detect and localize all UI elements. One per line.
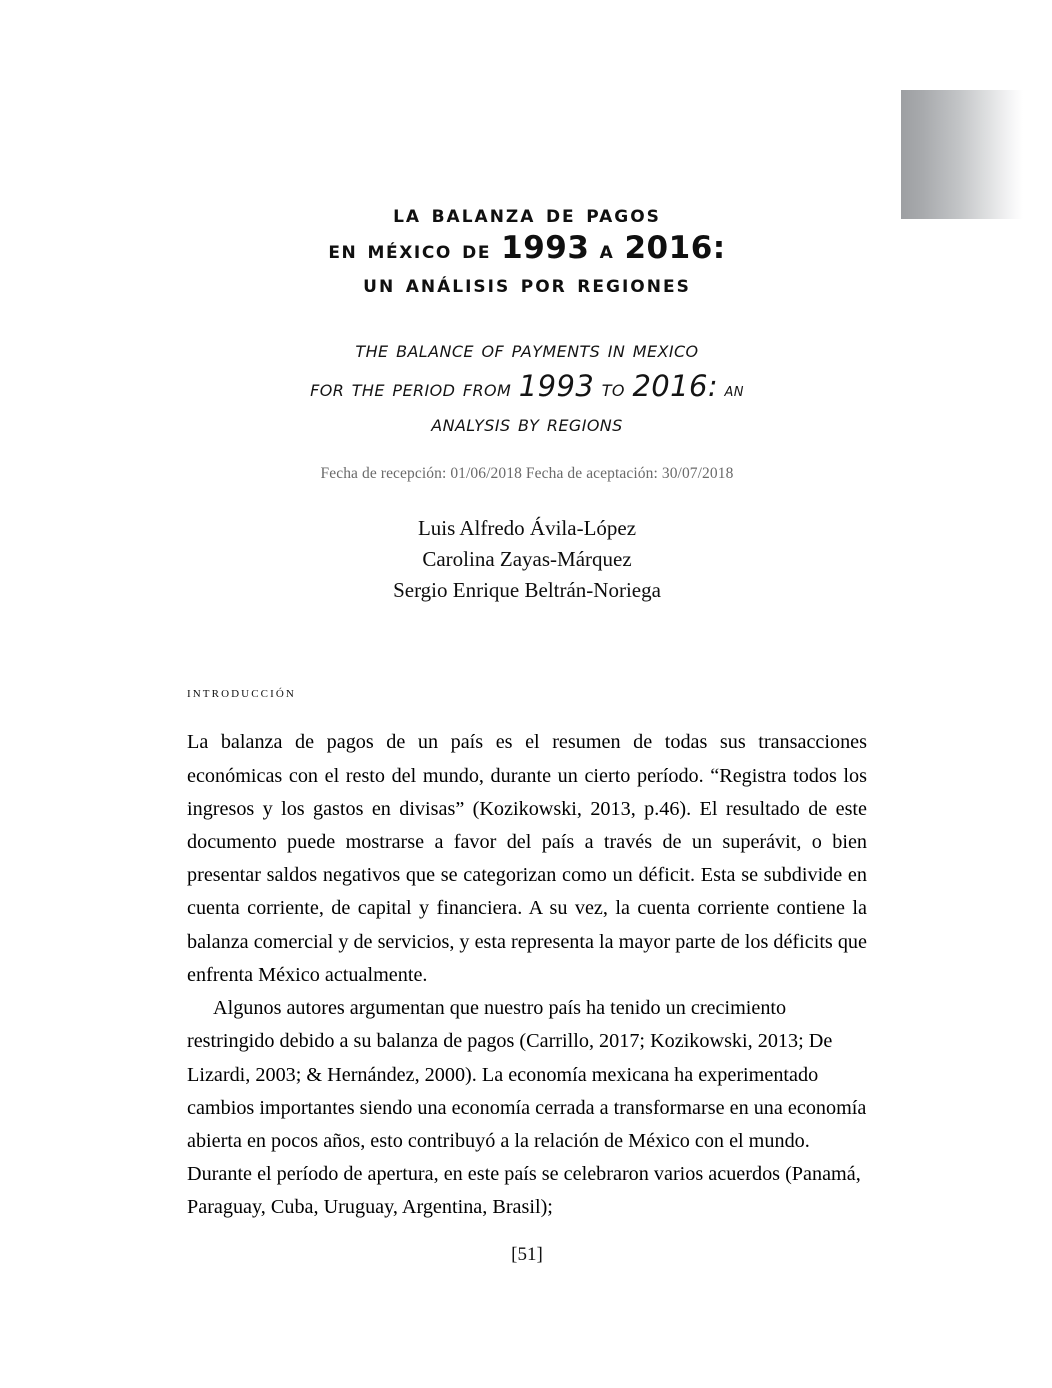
author-list bbox=[187, 513, 867, 606]
title-line-2-prefix: en méxico de bbox=[328, 235, 502, 265]
title-line-2 bbox=[187, 229, 867, 268]
subtitle-line-1: the balance of payments in mexico bbox=[355, 336, 699, 363]
author-name: Sergio Enrique Beltrán-Noriega bbox=[393, 578, 661, 603]
section-heading-introduccion: introducción bbox=[187, 684, 296, 702]
title-line-2-middle: a bbox=[589, 235, 625, 265]
subtitle-line-2-prefix: for the period from bbox=[310, 375, 519, 402]
title-year-end: 2016: bbox=[624, 230, 726, 267]
paragraph: Algunos autores argumentan que nuestro país ha tenido un crecimiento restringido debido a su balanza de pagos (Carrillo, 2017; Kozikowski, 2013; De Lizardi, 2003; & Hernández, 2000). La economía mexicana ha experimentado cambios importantes siendo una economía cerrada a transformarse en una economía abierta en pocos años, esto contribuyó a la relación de México con el mundo. Durante el período de apertura, en este país se celebraron varios acuerdos (Panamá, Paraguay, Cuba, Uruguay, Argentina, Brasil); bbox=[187, 997, 867, 1219]
title-year-start: 1993 bbox=[501, 230, 590, 267]
subtitle-year-end: 2016: bbox=[632, 368, 719, 403]
subtitle-line-2 bbox=[187, 366, 867, 408]
subtitle-line-3: analysis by regions bbox=[431, 410, 623, 437]
subtitle-line-2-middle: to bbox=[594, 375, 633, 402]
title-line-1: la balanza de pagos bbox=[393, 199, 661, 228]
english-subtitle bbox=[187, 334, 867, 441]
author-name: Luis Alfredo Ávila-López bbox=[417, 516, 637, 541]
subtitle-year-start: 1993 bbox=[518, 368, 595, 403]
body-copy bbox=[187, 726, 867, 1224]
subtitle-line-2-suffix: an bbox=[718, 378, 744, 401]
submission-dates: Fecha de recepción: 01/06/2018 Fecha de aceptación: 30/07/2018 bbox=[320, 465, 734, 483]
author-name: Carolina Zayas-Márquez bbox=[422, 547, 632, 572]
decorative-corner-gradient bbox=[901, 90, 1023, 219]
paragraph: La balanza de pagos de un país es el resumen de todas sus transacciones económicas con el resto del mundo, durante un cierto período. “Registra todos los ingresos y los gastos en divisas” (Kozikowski, 2013, p.46). El resultado de este documento puede mostrarse a favor del país a través de un superávit, o bien presentar saldos negativos que se categorizan como un déficit. Esta se subdivide en cuenta corriente, de capital y financiera. A su vez, la cuenta corriente contiene la balanza comercial y de servicios, y esta representa la mayor parte de los déficits que enfrenta México actualmente. bbox=[187, 731, 867, 986]
title-line-3: un análisis por regiones bbox=[363, 269, 691, 299]
page-number: [51] bbox=[511, 1244, 543, 1265]
page-title bbox=[187, 198, 867, 300]
page-content bbox=[187, 0, 867, 1388]
